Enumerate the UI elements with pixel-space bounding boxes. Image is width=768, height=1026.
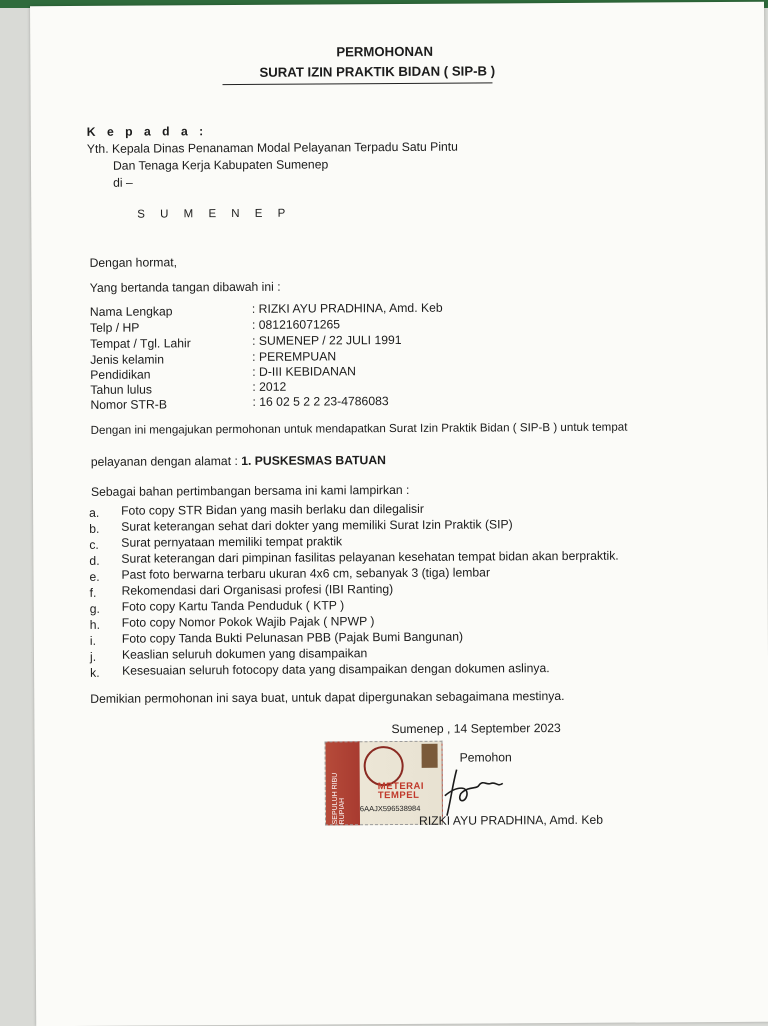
- request-line-1: Dengan ini mengajukan permohonan untuk mendapatkan Surat Izin Praktik Bidan ( SIP-B ) untuk tempat: [90, 420, 628, 437]
- title-line-1: PERMOHONAN: [336, 43, 434, 60]
- greeting: Dengan hormat,: [89, 255, 178, 270]
- field-label: Pendidikan: [90, 367, 151, 382]
- attachment-text: Foto copy Kartu Tanda Penduduk ( KTP ): [121, 598, 345, 614]
- recipient-line-1: Yth. Kepala Dinas Penanaman Modal Pelayanan Terpadu Satu Pintu: [86, 139, 458, 156]
- field-value: : 2012: [252, 379, 287, 394]
- title-underline: [222, 82, 492, 85]
- attachment-letter: k.: [90, 665, 100, 680]
- attachment-text: Surat keterangan sehat dari dokter yang memiliki Surat Izin Praktik (SIP): [121, 517, 513, 534]
- attachment-letter: j.: [89, 649, 97, 664]
- field-value: : PEREMPUAN: [252, 349, 337, 364]
- recipient-line-3: di –: [113, 175, 133, 190]
- attachment-letter: c.: [89, 537, 99, 552]
- field-label: Jenis kelamin: [90, 352, 165, 367]
- attachment-letter: b.: [89, 521, 100, 536]
- attachments-intro: Sebagai bahan pertimbangan bersama ini kami lampirkan :: [90, 482, 410, 499]
- attachment-text: Surat pernyataan memiliki tempat praktik: [121, 534, 343, 550]
- attachment-text: Keaslian seluruh dokumen yang disampaikan: [121, 646, 368, 662]
- attachment-text: Past foto berwarna terbaru ukuran 4x6 cm, sebanyak 3 (tiga) lembar: [121, 565, 491, 582]
- stamp-side-text: SEPULUH RIBU RUPIAH: [331, 772, 347, 825]
- closing-sentence: Demikian permohonan ini saya buat, untuk dapat dipergunakan sebagaimana mestinya.: [90, 688, 565, 706]
- place-date: Sumenep , 14 September 2023: [391, 721, 561, 737]
- field-value: : D-III KEBIDANAN: [252, 364, 356, 379]
- attachment-text: Surat keterangan dari pimpinan fasilitas pelayanan kesehatan tempat bidan akan berpraktik.: [121, 548, 619, 566]
- attachment-letter: e.: [89, 569, 100, 584]
- document-page: [30, 2, 768, 1026]
- field-value: : RIZKI AYU PRADHINA, Amd. Keb: [251, 300, 443, 316]
- attachment-letter: i.: [89, 633, 97, 648]
- request-address: 1. PUSKESMAS BATUAN: [241, 453, 386, 468]
- attachment-letter: g.: [89, 601, 100, 616]
- attachment-letter: d.: [89, 553, 100, 568]
- attachment-text: Foto copy Nomor Pokok Wajib Pajak ( NPWP ): [121, 614, 375, 630]
- attachment-letter: h.: [89, 617, 101, 632]
- attachment-letter: f.: [89, 585, 97, 600]
- field-value: : SUMENEP / 22 JULI 1991: [252, 332, 402, 348]
- request-line-2: [91, 453, 386, 469]
- attachment-text: Foto copy STR Bidan yang masih berlaku dan dilegalisir: [121, 501, 424, 518]
- recipient-city: S U M E N E P: [137, 207, 292, 221]
- title-line-2: SURAT IZIN PRAKTIK BIDAN ( SIP-B ): [259, 63, 496, 80]
- field-label: Nama Lengkap: [89, 304, 173, 319]
- field-label: Nomor STR-B: [90, 397, 168, 412]
- request-address-prefix: pelayanan dengan alamat :: [90, 453, 238, 469]
- attachment-text: Rekomendasi dari Organisasi profesi (IBI Ranting): [121, 582, 394, 598]
- attachment-text: Foto copy Tanda Bukti Pelunasan PBB (Pajak Bumi Bangunan): [121, 629, 464, 646]
- intro-line: Yang bertanda tangan dibawah ini :: [89, 279, 281, 295]
- stamp-code: 6AAJX596538984: [359, 803, 421, 814]
- attachment-text: Kesesuaian seluruh fotocopy data yang disampaikan dengan dokumen aslinya.: [122, 661, 550, 678]
- attachment-letter: a.: [89, 505, 100, 520]
- field-label: Tempat / Tgl. Lahir: [90, 336, 191, 351]
- signer-role: Pemohon: [459, 750, 512, 765]
- field-label: Telp / HP: [89, 320, 140, 335]
- stamp-label: METERAI TEMPEL: [377, 780, 425, 802]
- kepada-label: K e p a d a :: [86, 124, 208, 139]
- signer-name: RIZKI AYU PRADHINA, Amd. Keb: [418, 812, 604, 828]
- field-value: : 16 02 5 2 2 23-4786083: [252, 394, 389, 409]
- field-label: Tahun lulus: [90, 382, 153, 397]
- field-value: : 081216071265: [251, 317, 341, 332]
- recipient-line-2: Dan Tenaga Kerja Kabupaten Sumenep: [112, 157, 329, 173]
